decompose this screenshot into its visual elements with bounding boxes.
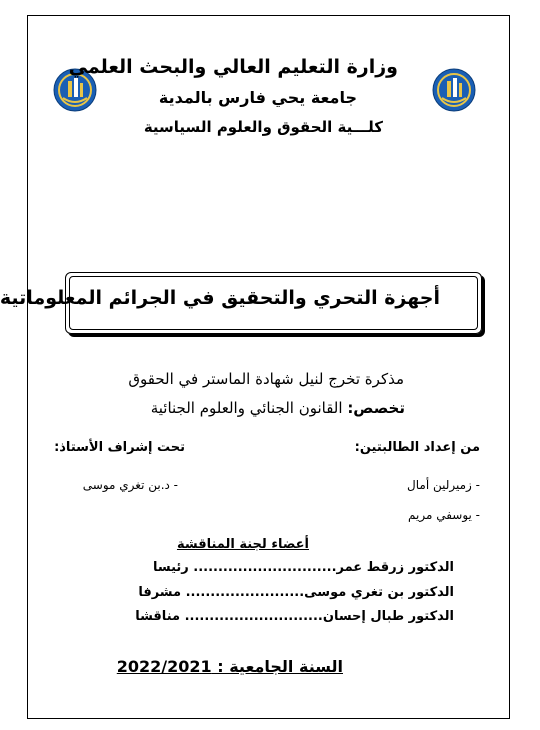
degree-line: مذكرة تخرج لنيل شهادة الماستر في الحقوق [128, 370, 404, 388]
supervisor-label: تحت إشراف الأستاذ: [54, 440, 185, 455]
committee-member: الدكتور بن تغري موسى........................ مشرفا [138, 585, 454, 600]
ministry-heading: وزارة التعليم العالي والبحث العلمي [68, 56, 398, 78]
committee-label: أعضاء لجنة المناقشة [176, 537, 309, 552]
supervisor-name: - د.بن تغري موسى [82, 478, 178, 492]
specialization-label: تخصص: [347, 399, 405, 417]
students-label: من إعداد الطالبتين: [354, 440, 480, 455]
university-emblem-icon [432, 68, 476, 112]
university-heading: جامعة يحي فارس بالمدية [158, 88, 357, 107]
specialization-value: القانون الجنائي والعلوم الجنائية [150, 399, 348, 417]
specialization-line [151, 399, 405, 417]
student-name: - زميرلين أمال [407, 478, 480, 492]
committee-member: الدكتور زرقط عمر............................. رئيسا [152, 560, 454, 575]
faculty-heading: كلـــية الحقوق والعلوم السياسية [143, 118, 383, 136]
academic-year: السنة الجامعية : 2022/2021 [116, 657, 343, 676]
student-name: - يوسفي مريم [408, 508, 480, 522]
university-logo-right [432, 68, 476, 112]
thesis-title: أجهزة التحري والتحقيق في الجرائم المعلوماتية [0, 287, 440, 309]
committee-member: الدكتور طبال إحسان............................ مناقشا [135, 609, 454, 624]
